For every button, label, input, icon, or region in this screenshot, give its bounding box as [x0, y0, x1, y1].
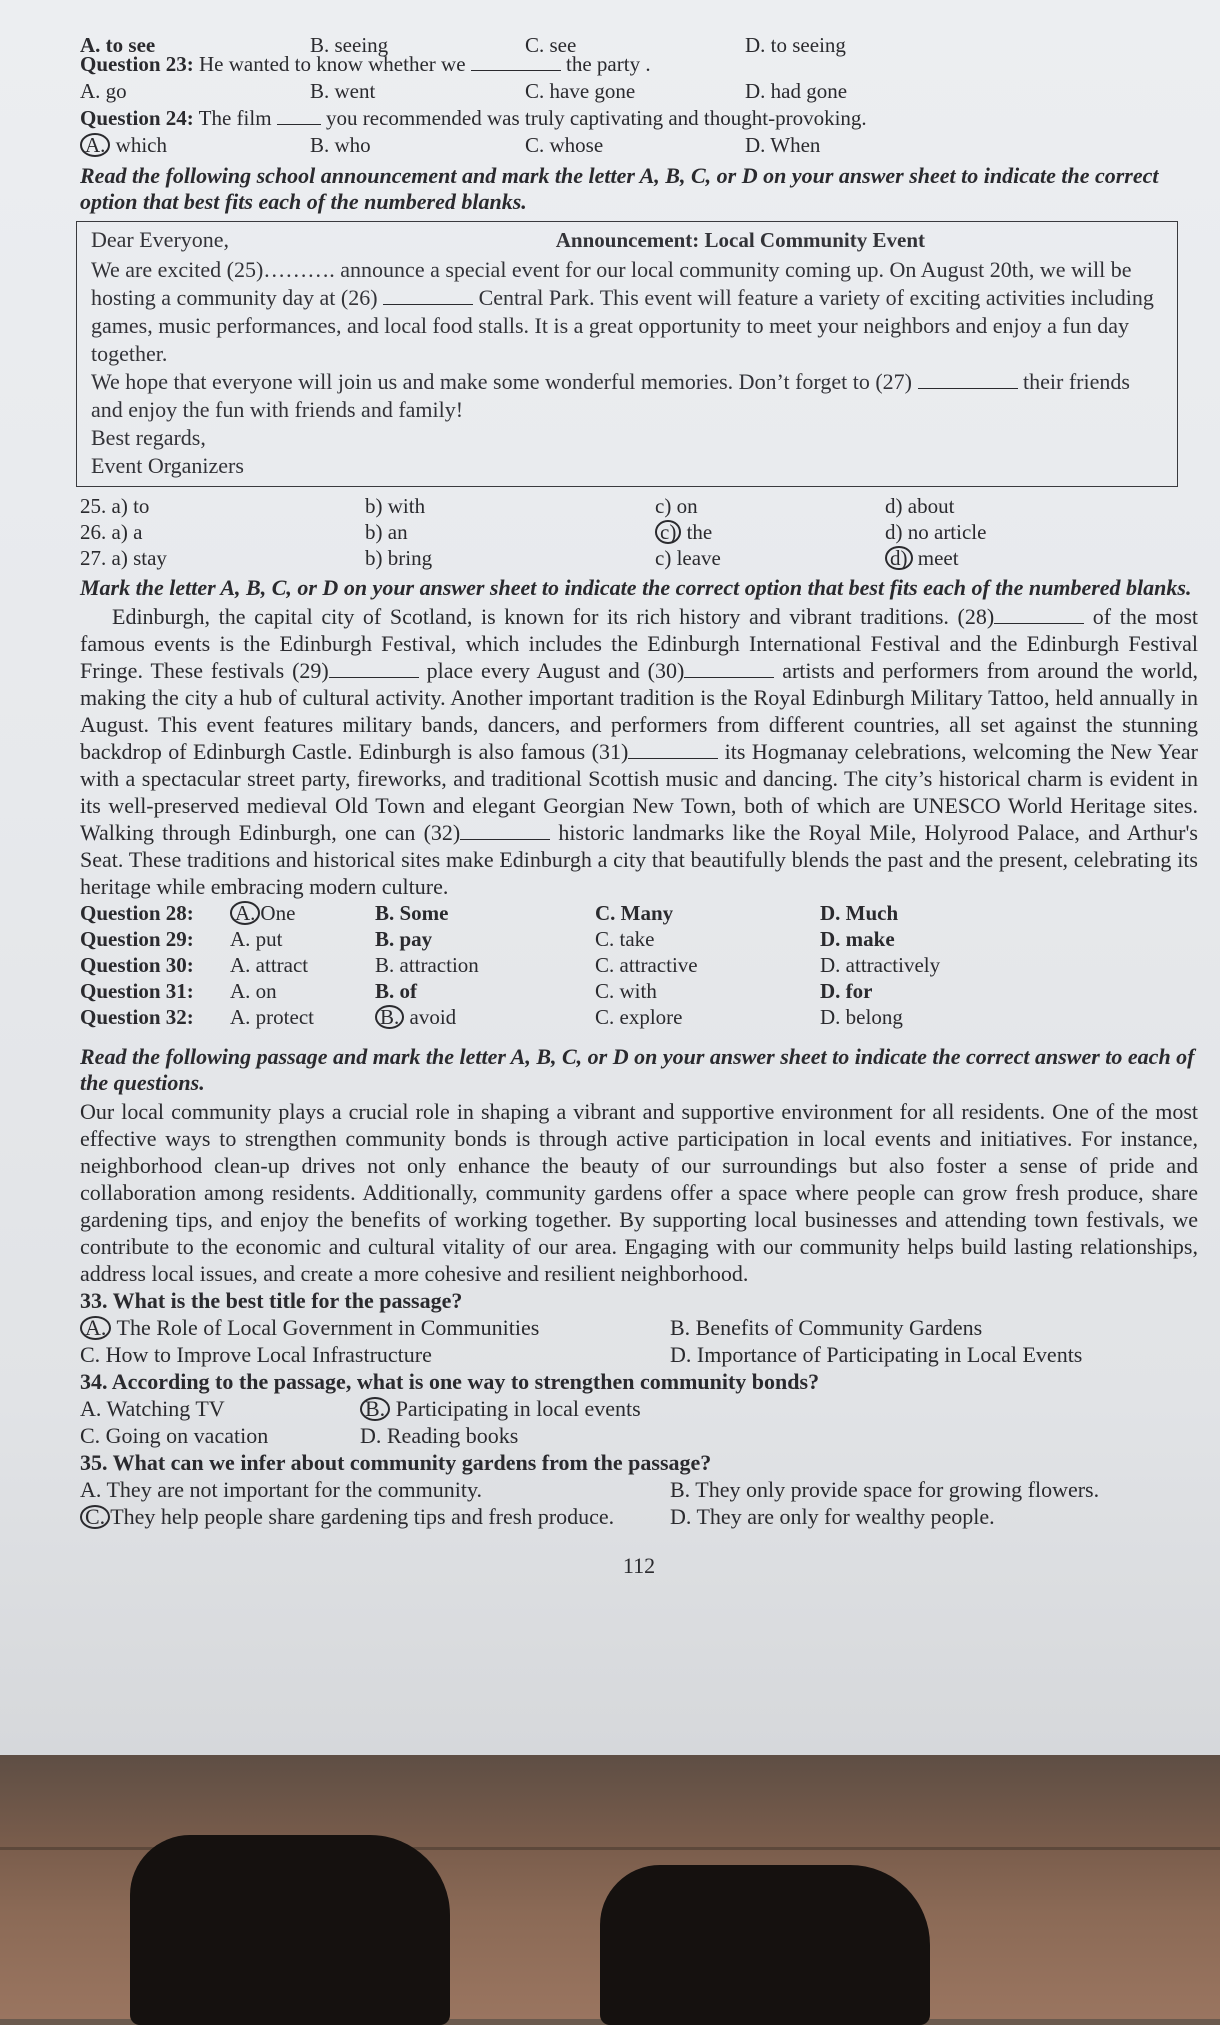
question-23	[80, 51, 1198, 105]
question-35-stem: 35. What can we infer about community gardens from the passage?	[80, 1450, 712, 1475]
question-31	[80, 978, 1198, 1004]
edinburgh-sentence-1: Edinburgh, the capital city of Scotland, is known for its rich history and vibrant traditions. (28)	[112, 604, 995, 629]
q32-option-b-circled: B.	[375, 1005, 404, 1029]
q34-option-b	[360, 1395, 641, 1422]
q26-option-c-text: the	[686, 520, 713, 544]
announcement-header	[91, 226, 1165, 256]
q35-option-d: D. They are only for wealthy people.	[670, 1504, 995, 1529]
announcement-signature: Event Organizers	[91, 453, 244, 478]
q33-option-d: D. Importance of Participating in Local Events	[670, 1342, 1083, 1367]
blank-27	[918, 370, 1018, 389]
q26-option-d: d) no article	[885, 520, 987, 544]
announcement-greeting: Dear Everyone,	[91, 227, 230, 252]
question-24-options	[80, 132, 1198, 159]
q30-option-d: D. attractively	[820, 953, 941, 977]
announcement-box	[76, 221, 1178, 487]
question-23-label: Question 23:	[80, 52, 194, 76]
edinburgh-sentence-2: of the most famous events is the Edinburgh Festival, which includes the Edinburgh International Festival and the Edinburgh Festival Fringe. These festivals (29)	[80, 604, 1198, 683]
blank-26	[383, 286, 473, 305]
question-30	[80, 952, 1198, 978]
q27-option-c: c) leave	[655, 546, 721, 570]
instruction-edinburgh: Mark the letter A, B, C, or D on your answer sheet to indicate the correct option that best fits each of the numbered blanks.	[80, 575, 1192, 600]
q23-option-d: D. had gone	[745, 79, 848, 103]
q27-option-d-circled: d)	[885, 546, 913, 570]
announcement-title: Announcement: Local Community Event	[555, 228, 925, 252]
question-23-tail: the party .	[566, 52, 651, 76]
q22-option-b: B. seeing	[310, 33, 389, 57]
question-23-text: He wanted to know whether we	[199, 52, 466, 76]
q25-option-d: d) about	[885, 494, 955, 518]
q30-option-c: C. attractive	[595, 953, 698, 977]
question-31-label: Question 31:	[80, 979, 194, 1003]
question-34-stem: 34. According to the passage, what is one way to strengthen community bonds?	[80, 1369, 820, 1394]
q34-options-row1	[80, 1395, 1198, 1422]
q31-option-c: C. with	[595, 979, 657, 1003]
instruction-community: Read the following passage and mark the letter A, B, C, or D on your answer sheet to indicate the correct answer to each of the questions.	[80, 1044, 1195, 1095]
q30-option-b: B. attraction	[375, 953, 479, 977]
question-24-text: The film	[198, 106, 272, 130]
edinburgh-sentence-4: artists and performers from around the world, making the city a hub of cultural activity. Another important tradition is the Royal Edinburgh Military Tattoo, held annually in August. This event features military bands, dancers, and performers from different countries, all set against the stunning backdrop of Edinburgh Castle. Edinburgh is also famous (31)	[80, 658, 1198, 764]
q32-option-d: D. belong	[820, 1005, 903, 1029]
q35-options-row1	[80, 1476, 1198, 1503]
q34-option-b-circled: B.	[360, 1397, 390, 1421]
q33-options-row2	[80, 1341, 1198, 1368]
q32-option-b	[375, 1004, 595, 1030]
q33-option-a-text: The Role of Local Government in Communities	[116, 1315, 540, 1340]
question-24	[80, 105, 1198, 159]
q23-option-b: B. went	[310, 79, 376, 103]
q29-option-a: A. put	[230, 927, 283, 951]
q29-option-c: C. take	[595, 927, 655, 951]
announcement-p1-part-a: We are excited (25)………. announce a special event for our local community coming up. On August 20th, we will be hosting a community day at (26)	[91, 257, 1132, 310]
q34-option-c: C. Going on vacation	[80, 1423, 269, 1448]
q28-option-b: B. Some	[375, 901, 449, 925]
blank-31	[628, 740, 718, 759]
q33-option-a	[80, 1314, 670, 1341]
question-24-label: Question 24:	[80, 106, 194, 130]
question-28-label: Question 28:	[80, 901, 194, 925]
announcement-p2-part-b: their friends and enjoy the fun with friends and family!	[91, 369, 1130, 422]
q24-option-a-text: which	[115, 133, 167, 157]
question-23-blank	[471, 52, 561, 71]
q24-option-d: D. When	[745, 133, 821, 157]
q31-option-b: B. of	[375, 979, 417, 1003]
q26-options	[80, 519, 1198, 545]
q34-option-d: D. Reading books	[360, 1423, 519, 1448]
edinburgh-sentence-3: place every August and (30)	[426, 658, 685, 683]
q32-option-c: C. explore	[595, 1005, 683, 1029]
question-29	[80, 926, 1198, 952]
question-24-blank	[277, 106, 321, 125]
q34-options-row2	[80, 1422, 1198, 1449]
q31-option-d: D. for	[820, 979, 873, 1003]
q28-option-a	[230, 900, 375, 926]
q25-option-b: b) with	[365, 494, 426, 518]
blank-29	[329, 659, 419, 678]
q22-option-c: C. see	[525, 33, 577, 57]
question-32	[80, 1004, 1198, 1030]
q25-options	[80, 493, 1198, 519]
q23-option-a: A. go	[80, 79, 127, 103]
q32-option-b-text: avoid	[409, 1005, 457, 1029]
q33-options-row1	[80, 1314, 1198, 1341]
q35-options-row2	[80, 1503, 1198, 1530]
q34-option-a: A. Watching TV	[80, 1396, 225, 1421]
q33-option-b: B. Benefits of Community Gardens	[670, 1315, 983, 1340]
q27-option-a: 27. a) stay	[80, 546, 167, 570]
right-shoe	[600, 1865, 930, 2025]
question-24-stem	[80, 105, 1198, 132]
announcement-p1-part-b: Central Park. This event will feature a variety of exciting activities including games, music performances, and local food stalls. It is a great opportunity to meet your neighbors and enjoy a fun day together.	[91, 285, 1154, 366]
blank-30	[684, 659, 774, 678]
floor-background	[0, 1755, 1220, 2019]
q31-option-a: A. on	[230, 979, 277, 1003]
q27-option-d-text: meet	[917, 546, 959, 570]
q33-option-c: C. How to Improve Local Infrastructure	[80, 1342, 432, 1367]
q33-option-a-circled: A.	[80, 1316, 111, 1340]
q28-option-d: D. Much	[820, 901, 899, 925]
q28-option-a-circled: A.	[230, 901, 260, 925]
q22-option-a: A. to see	[80, 33, 156, 57]
q24-option-a-circled: A.	[80, 133, 110, 157]
q29-option-b: B. pay	[375, 927, 433, 951]
announcement-closing: Best regards,	[91, 425, 206, 450]
q29-option-d: D. make	[820, 927, 895, 951]
q24-option-b: B. who	[310, 133, 371, 157]
question-32-label: Question 32:	[80, 1005, 194, 1029]
announcement-paragraph-2	[91, 368, 1165, 424]
q35-option-c	[80, 1503, 670, 1530]
q35-option-a: A. They are not important for the community.	[80, 1477, 483, 1502]
left-shoe	[130, 1835, 450, 2025]
question-33-stem: 33. What is the best title for the passage?	[80, 1288, 463, 1313]
questions-28-32	[80, 900, 1198, 1030]
announcement-p2-part-a: We hope that everyone will join us and make some wonderful memories. Don’t forget to (27)	[91, 369, 912, 394]
q26-option-c	[655, 519, 885, 545]
q28-option-a-text: One	[260, 901, 296, 925]
instruction-announcement: Read the following school announcement and mark the letter A, B, C, or D on your answer sheet to indicate the correct option that best fits each of the numbered blanks.	[80, 163, 1159, 214]
q24-option-c: C. whose	[525, 133, 604, 157]
page-number: 112	[622, 1553, 656, 1578]
q35-option-c-circled: C.	[80, 1505, 110, 1529]
questions-25-27	[80, 493, 1198, 571]
q27-options	[80, 545, 1198, 571]
question-24-tail: you recommended was truly captivating and thought-provoking.	[326, 106, 867, 130]
q26-option-b: b) an	[365, 520, 408, 544]
q25-option-a: 25. a) to	[80, 494, 150, 518]
edinburgh-sentence-6: historic landmarks like the Royal Mile, Holyrood Palace, and Arthur's Seat. These traditions and historical sites make Edinburgh a city that beautifully blends the past and the present, celebrating its heritage while embracing modern culture.	[80, 820, 1198, 899]
q24-option-a	[80, 132, 310, 159]
q26-option-a: 26. a) a	[80, 520, 143, 544]
q30-option-a: A. attract	[230, 953, 309, 977]
q23-option-c: C. have gone	[525, 79, 636, 103]
q27-option-b: b) bring	[365, 546, 433, 570]
question-23-stem	[80, 51, 1198, 78]
q34-option-b-text: Participating in local events	[395, 1396, 641, 1421]
question-29-label: Question 29:	[80, 927, 194, 951]
blank-28	[994, 605, 1084, 624]
question-28	[80, 900, 1198, 926]
edinburgh-passage	[80, 603, 1198, 900]
q26-option-c-circled: c)	[655, 520, 681, 544]
questions-33-35	[80, 1287, 1198, 1530]
q35-option-b: B. They only provide space for growing flowers.	[670, 1477, 1100, 1502]
edinburgh-sentence-5: its Hogmanay celebrations, welcoming the New Year with a spectacular street party, fireworks, and traditional Scottish music and dancing. The city’s historical charm is evident in its well-preserved medieval Old Town and elegant Georgian New Town, both of which are UNESCO World Heritage sites. Walking through Edinburgh, one can (32)	[80, 739, 1198, 845]
announcement-paragraph-1	[91, 256, 1165, 368]
q22-option-d: D. to seeing	[745, 33, 846, 57]
q32-option-a: A. protect	[230, 1005, 314, 1029]
question-30-label: Question 30:	[80, 953, 194, 977]
q35-option-c-text: They help people share gardening tips and fresh produce.	[110, 1504, 615, 1529]
question-23-options	[80, 78, 1198, 105]
q28-option-c: C. Many	[595, 901, 674, 925]
blank-32	[460, 821, 550, 840]
community-passage: Our local community plays a crucial role in shaping a vibrant and supportive environment for all residents. One of the most effective ways to strengthen community bonds is through active participation in local events and initiatives. For instance, neighborhood clean-up drives not only enhance the beauty of our surroundings but also foster a sense of pride and collaboration among residents. Additionally, community gardens offer a space where people can grow fresh produce, share gardening tips, and enjoy the benefits of working together. By supporting local businesses and attending town festivals, we contribute to the economic and cultural vitality of our area. Engaging with our community helps build lasting relationships, address local issues, and create a more cohesive and resilient neighborhood.	[80, 1099, 1198, 1286]
q27-option-d	[885, 545, 959, 571]
q25-option-c: c) on	[655, 494, 698, 518]
